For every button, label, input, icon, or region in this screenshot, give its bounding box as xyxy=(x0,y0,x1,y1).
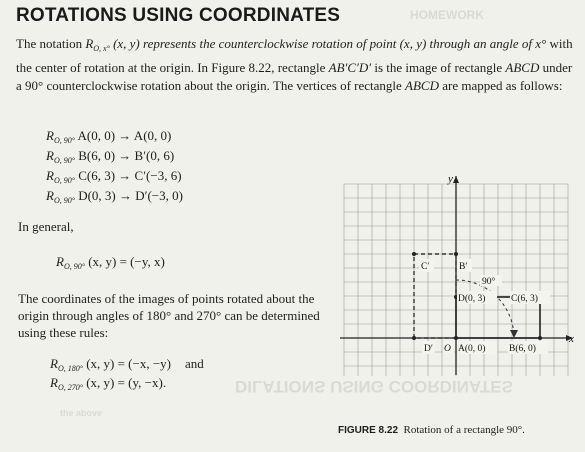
rotation-subscript: O, 90° xyxy=(53,176,75,185)
label-b-prime: B′ xyxy=(459,262,468,272)
mapping-text: C(6, 3) → C′(−3, 6) xyxy=(74,168,182,183)
vertex-d-prime xyxy=(412,336,416,340)
rotation-symbol: R xyxy=(46,168,54,183)
rotation-arc xyxy=(456,280,514,338)
rotation-subscript: O, 90° xyxy=(53,136,75,145)
figure-caption xyxy=(338,424,525,436)
intro-text: are mapped as follows: xyxy=(439,78,563,93)
bleed-through-text: DILATIONS USING COORDINATES xyxy=(235,377,513,396)
rotation-symbol: R xyxy=(85,36,94,51)
mapping-line xyxy=(46,128,171,145)
rotation-subscript: O, 270° xyxy=(57,383,83,392)
mapping-text: A(0, 0) → A(0, 0) xyxy=(74,128,172,143)
intro-text: The notation xyxy=(16,36,86,51)
rules-paragraph: The coordinates of the images of points rotated about the origin through angles of 180° and 270° can be determined using these rules: xyxy=(18,291,320,340)
rule-text: (x, y) = (y, −x). xyxy=(82,375,167,390)
rotation-subscript: O, 90° xyxy=(63,262,85,271)
mapping-line xyxy=(46,188,183,205)
label-d: D(0, 3) xyxy=(458,294,486,304)
rotation-subscript: O, 90° xyxy=(53,196,75,205)
rotation-subscript: O, 180° xyxy=(57,364,83,373)
rectangle-name: ABCD xyxy=(405,78,439,93)
intro-text: with the center of rotation at the origin. In Figure 8.22, rectangle xyxy=(16,36,573,75)
intro-text: under a 90° counterclockwise rotation about the origin. The vertices of rectangle xyxy=(16,59,573,93)
bleed-through-text: the above xyxy=(60,408,103,418)
rotation-symbol: R xyxy=(50,356,58,371)
rotation-symbol: R xyxy=(50,375,58,390)
figure-number: FIGURE 8.22 xyxy=(338,425,399,436)
rule-text: (x, y) = (−x, −y) xyxy=(82,356,171,371)
vertex-c-prime xyxy=(412,252,416,256)
label-angle: 90° xyxy=(482,277,496,287)
intro-text: is the image of rectangle xyxy=(371,59,506,75)
vertex-b-prime xyxy=(454,252,458,256)
label-d-prime: D′ xyxy=(424,344,433,354)
coordinate-grid-figure xyxy=(340,170,576,376)
section-title: ROTATIONS USING COORDINATES xyxy=(16,5,341,26)
rotation-subscript: O, 90° xyxy=(53,156,75,165)
intro-paragraph xyxy=(16,35,574,96)
figure-caption-text: Rotation of a rectangle 90°. xyxy=(403,424,525,436)
rule-conjunction: and xyxy=(185,356,204,371)
rectangle-name: ABCD xyxy=(505,59,540,75)
rotation-symbol: R xyxy=(56,254,64,269)
y-axis-label: y xyxy=(448,173,453,185)
arc-arrow-icon xyxy=(510,330,518,338)
general-formula xyxy=(56,254,165,271)
x-axis-label: x xyxy=(569,333,574,345)
vertex-b xyxy=(538,336,542,340)
rotation-rule xyxy=(50,375,166,392)
label-a: A(0, 0) xyxy=(458,344,486,354)
intro-text: (x, y) represents the counterclockwise rotation of point (x, y) through an angle of xyxy=(109,36,536,51)
mapping-line xyxy=(46,148,174,165)
mapping-text: B(6, 0) → B′(0, 6) xyxy=(74,148,175,163)
label-c: C(6, 3) xyxy=(511,294,538,304)
y-axis-arrow-icon xyxy=(453,176,459,183)
vertex-a xyxy=(454,336,458,340)
rotation-symbol: R xyxy=(46,188,54,203)
general-label: In general, xyxy=(18,219,74,234)
rotation-subscript: O, x° xyxy=(93,44,110,53)
label-origin: O xyxy=(444,344,451,354)
mapping-line xyxy=(46,168,182,185)
rotation-symbol: R xyxy=(46,148,54,163)
rotation-rule xyxy=(50,356,204,373)
rectangle-image-name: AB′C′D′ xyxy=(328,59,372,75)
rotation-symbol: R xyxy=(46,128,54,143)
formula-text: (x, y) = (−y, x) xyxy=(84,254,165,269)
angle-symbol: x° xyxy=(535,36,547,51)
mapping-text: D(0, 3) → D′(−3, 0) xyxy=(74,188,183,203)
label-b: B(6, 0) xyxy=(509,344,536,354)
label-c-prime: C′ xyxy=(421,262,430,272)
bleed-through-text: HOMEWORK xyxy=(410,8,484,22)
